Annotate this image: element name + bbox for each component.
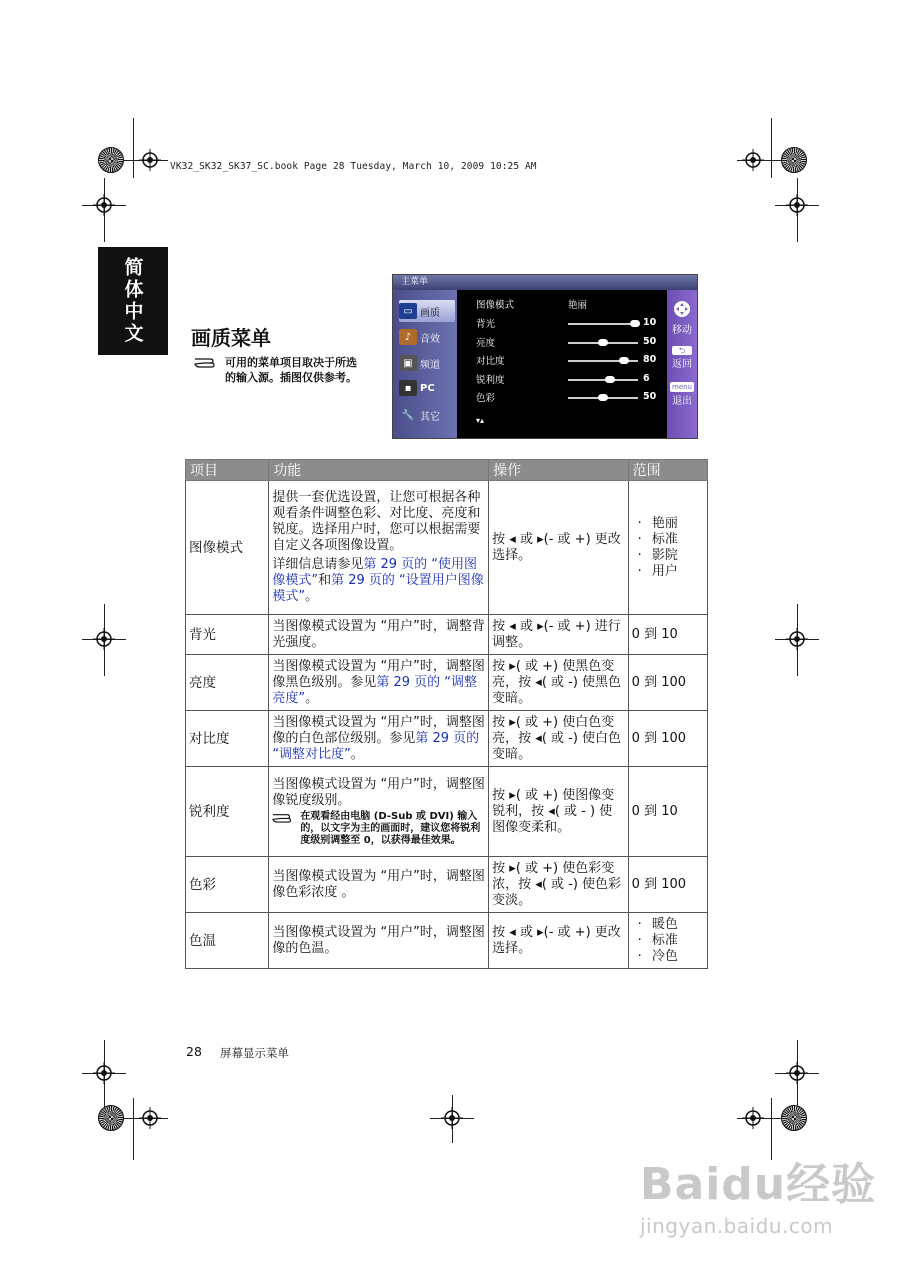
table-row xyxy=(186,857,708,913)
osd-exit-button xyxy=(667,382,697,407)
function-reference xyxy=(272,557,485,605)
table-header: 范围 xyxy=(628,460,707,481)
osd-tab-audio xyxy=(399,326,455,348)
op-text: (- 或 +) 进行调整。 xyxy=(492,618,621,650)
dpad-icon xyxy=(673,300,691,318)
registration-target-icon xyxy=(786,628,808,650)
registration-rosette-icon xyxy=(781,147,807,173)
pointing-hand-icon xyxy=(194,355,220,369)
op-text: ( 或 +) 使图像变锐利，按 xyxy=(492,787,615,819)
op-text: 按 xyxy=(492,860,506,876)
range-cell: 0 到 10 xyxy=(628,615,707,655)
function-text: 提供一套优选设置，让您可根据各种观看条件调整色彩、对比度、亮度和锐度。选择用户时，您可以根据需要自定义各项图像设置。 xyxy=(272,490,481,553)
operation-cell xyxy=(489,711,629,767)
monitor-icon: ▭ xyxy=(399,303,417,319)
table-row xyxy=(186,767,708,857)
op-text: ( 或 -) 使黑色变暗。 xyxy=(492,674,622,706)
operation-cell xyxy=(489,913,629,969)
osd-slider-knob xyxy=(598,339,608,346)
function-cell xyxy=(269,767,489,857)
osd-slider xyxy=(568,342,638,344)
osd-scroll-arrows: ▾▴ xyxy=(476,416,485,425)
menu-key-icon: menu xyxy=(672,383,692,391)
registration-rosette-icon xyxy=(98,147,124,173)
page-number: 28 xyxy=(186,1044,202,1059)
table-header-row xyxy=(186,460,708,481)
table-row xyxy=(186,913,708,969)
registration-rosette-icon xyxy=(781,1105,807,1131)
wrench-icon: 🔧 xyxy=(401,409,415,421)
function-cell: 当图像模式设置为 “用户”时，调整背光强度。 xyxy=(269,615,489,655)
watermark-logo: Baidu经验 xyxy=(640,1159,877,1210)
table-header: 功能 xyxy=(269,460,489,481)
op-text: 按 xyxy=(492,924,506,940)
range-cell: 0 到 100 xyxy=(628,857,707,913)
range-option: · 艳丽 xyxy=(638,516,704,532)
registration-target-icon xyxy=(441,1107,463,1129)
range-option: · 影院 xyxy=(638,548,704,564)
range-list xyxy=(632,917,704,965)
function-text: 当图像模式设置为 “用户”时，调整图像黑色级别。参见 xyxy=(272,658,485,690)
function-cell: 当图像模式设置为 “用户”时，调整图像色彩浓度 。 xyxy=(269,857,489,913)
osd-picture-mode-value: 艳丽 xyxy=(568,300,588,311)
language-tab xyxy=(98,247,168,355)
operation-cell xyxy=(489,767,629,857)
range-cell: 0 到 10 xyxy=(628,767,707,857)
osd-row-value: 6 xyxy=(643,372,650,384)
table-row xyxy=(186,711,708,767)
crop-mark xyxy=(771,118,772,178)
registration-rosette-icon xyxy=(98,1105,124,1131)
osd-row-value: 50 xyxy=(643,335,657,347)
item-cell: 色温 xyxy=(186,913,269,969)
operation-cell xyxy=(489,857,629,913)
osd-button-bar xyxy=(667,290,697,438)
tip-note xyxy=(272,811,485,847)
page-link[interactable]: 第 29 页的 “调整对比度” xyxy=(272,730,480,762)
osd-tab-label: 频道 xyxy=(420,359,440,371)
table-row xyxy=(186,615,708,655)
left-arrow-icon xyxy=(509,925,516,940)
note-line: 的输入源。插图仅供参考。 xyxy=(225,371,357,384)
tv-icon: ▣ xyxy=(399,355,417,371)
osd-move-label: 移动 xyxy=(672,325,692,336)
osd-tab-pc xyxy=(399,377,455,399)
osd-slider-knob xyxy=(605,376,615,383)
op-text: 按 xyxy=(492,658,506,674)
osd-slider xyxy=(568,379,638,381)
function-text: 当图像模式设置为 “用户”时，调整图像的白色部位级别。参见 xyxy=(272,714,485,746)
crop-mark xyxy=(133,1098,134,1160)
registration-target-icon xyxy=(786,194,808,216)
function-cell xyxy=(269,481,489,615)
left-arrow-icon xyxy=(509,619,516,634)
op-text: 或 xyxy=(519,924,533,940)
page-link[interactable]: 第 29 页的 “设置用户图像模式” xyxy=(272,573,484,604)
range-cell xyxy=(628,481,707,615)
range-cell: 0 到 100 xyxy=(628,711,707,767)
function-cell xyxy=(269,655,489,711)
registration-target-icon xyxy=(742,1107,764,1129)
osd-exit-label: 退出 xyxy=(672,396,692,407)
osd-tab-label: 画质 xyxy=(420,307,440,319)
op-text: 或 xyxy=(519,618,533,634)
left-arrow-icon xyxy=(509,532,516,547)
osd-slider-knob xyxy=(598,394,608,401)
op-text: 按 xyxy=(492,618,506,634)
table-row xyxy=(186,481,708,615)
registration-target-icon xyxy=(139,1107,161,1129)
osd-slider-knob xyxy=(630,320,640,327)
section-note xyxy=(194,355,357,385)
range-option: · 标准 xyxy=(638,933,704,949)
op-text: ( 或 - ) 使图像变柔和。 xyxy=(492,803,613,835)
function-suffix: 。 xyxy=(305,690,319,706)
osd-row-label: 图像模式 xyxy=(476,300,515,311)
function-cell xyxy=(269,711,489,767)
registration-target-icon xyxy=(93,1062,115,1084)
osd-row-label: 对比度 xyxy=(476,356,505,367)
reference-suffix: 。 xyxy=(305,589,319,604)
function-suffix: 。 xyxy=(350,746,364,762)
note-line: 可用的菜单项目取决于所选 xyxy=(225,356,357,369)
pointing-hand-icon xyxy=(272,811,296,824)
item-cell: 亮度 xyxy=(186,655,269,711)
range-cell xyxy=(628,913,707,969)
watermark xyxy=(640,1148,876,1238)
op-text: ( 或 -) 使白色变暗。 xyxy=(492,730,622,762)
range-cell: 0 到 100 xyxy=(628,655,707,711)
range-option: · 暖色 xyxy=(638,917,704,933)
op-text: ( 或 -) 使色彩变淡。 xyxy=(492,876,622,908)
registration-target-icon xyxy=(786,1062,808,1084)
osd-menu-illustration xyxy=(392,274,698,439)
table-header: 操作 xyxy=(489,460,629,481)
op-text: 按 xyxy=(492,531,506,547)
op-text: 或 xyxy=(519,531,533,547)
operation-cell xyxy=(489,481,629,615)
osd-row-value: 50 xyxy=(643,391,657,402)
op-text: (- 或 +) 更改选择。 xyxy=(492,531,621,563)
op-text: 按 xyxy=(492,787,506,803)
operation-cell xyxy=(489,655,629,711)
page-link[interactable]: 第 29 页的 “调整亮度” xyxy=(272,674,478,706)
osd-row-label: 亮度 xyxy=(476,337,496,349)
table-row xyxy=(186,655,708,711)
op-text: ( 或 +) 使色彩变浓，按 xyxy=(492,860,615,892)
item-cell: 色彩 xyxy=(186,857,269,913)
osd-tab-bar xyxy=(393,290,457,438)
osd-move-button xyxy=(667,300,697,336)
operation-cell xyxy=(489,615,629,655)
footer-chapter: 屏幕显示菜单 xyxy=(220,1046,289,1060)
function-cell: 当图像模式设置为 “用户”时，调整图像的色温。 xyxy=(269,913,489,969)
osd-slider xyxy=(568,323,638,325)
osd-tab-other xyxy=(399,404,455,426)
table-header: 项目 xyxy=(186,460,269,481)
registration-target-icon xyxy=(742,149,764,171)
op-text: 按 xyxy=(492,714,506,730)
return-icon: ⮌ xyxy=(672,346,692,355)
item-cell: 图像模式 xyxy=(186,481,269,615)
language-tab-label: 简体中文 xyxy=(121,257,144,345)
osd-row-value: 80 xyxy=(643,354,657,365)
watermark-url: jingyan.baidu.com xyxy=(640,1214,834,1238)
osd-title: 主菜单 xyxy=(393,275,697,290)
osd-tab-label: 其它 xyxy=(420,411,440,423)
registration-target-icon xyxy=(139,149,161,171)
range-list xyxy=(632,516,704,580)
reference-prefix: 详细信息请参见 xyxy=(272,557,364,572)
tip-text: 在观看经由电脑 (D-Sub 或 DVI) 输入的，以文字为主的画面时，建议您将锐利度级别调整至 0，以获得最佳效果。 xyxy=(300,810,481,846)
osd-row-label: 背光 xyxy=(476,319,496,330)
item-cell: 背光 xyxy=(186,615,269,655)
osd-row-value: 10 xyxy=(643,317,657,328)
range-option: · 标准 xyxy=(638,532,704,548)
osd-slider xyxy=(568,397,638,399)
op-text: (- 或 +) 更改选择。 xyxy=(492,924,621,956)
osd-tab-label: 音效 xyxy=(420,333,440,345)
item-cell: 对比度 xyxy=(186,711,269,767)
section-title: 画质菜单 xyxy=(191,326,271,350)
running-head: VK32_SK32_SK37_SC.book Page 28 Tuesday, March 10, 2009 10:25 AM xyxy=(170,161,537,172)
osd-tab-picture xyxy=(399,300,455,322)
osd-tab-label: PC xyxy=(420,382,435,394)
picture-menu-table xyxy=(185,459,708,969)
osd-back-button xyxy=(667,346,697,370)
registration-target-icon xyxy=(93,194,115,216)
speaker-icon: ♪ xyxy=(399,329,417,345)
function-text: 当图像模式设置为 “用户”时，调整图像锐度级别。 xyxy=(272,776,485,808)
page-link[interactable]: 第 29 页的 “使用图像模式” xyxy=(272,557,478,588)
osd-slider-knob xyxy=(619,357,629,364)
op-text: ( 或 +) 使黑色变亮，按 xyxy=(492,658,615,690)
item-cell: 锐利度 xyxy=(186,767,269,857)
crop-mark xyxy=(133,118,134,178)
osd-settings-panel xyxy=(457,290,667,438)
reference-mid: 和 xyxy=(318,573,332,588)
osd-row-label: 色彩 xyxy=(476,393,496,404)
range-option: · 冷色 xyxy=(638,949,704,965)
op-text: ( 或 +) 使白色变亮，按 xyxy=(492,714,615,746)
range-option: · 用户 xyxy=(638,564,704,580)
osd-tab-channel xyxy=(399,352,455,374)
osd-slider xyxy=(568,360,638,362)
osd-row-label: 锐利度 xyxy=(476,374,505,386)
osd-back-label: 返回 xyxy=(672,359,692,370)
registration-target-icon xyxy=(93,628,115,650)
pc-icon: ▪ xyxy=(399,380,417,396)
